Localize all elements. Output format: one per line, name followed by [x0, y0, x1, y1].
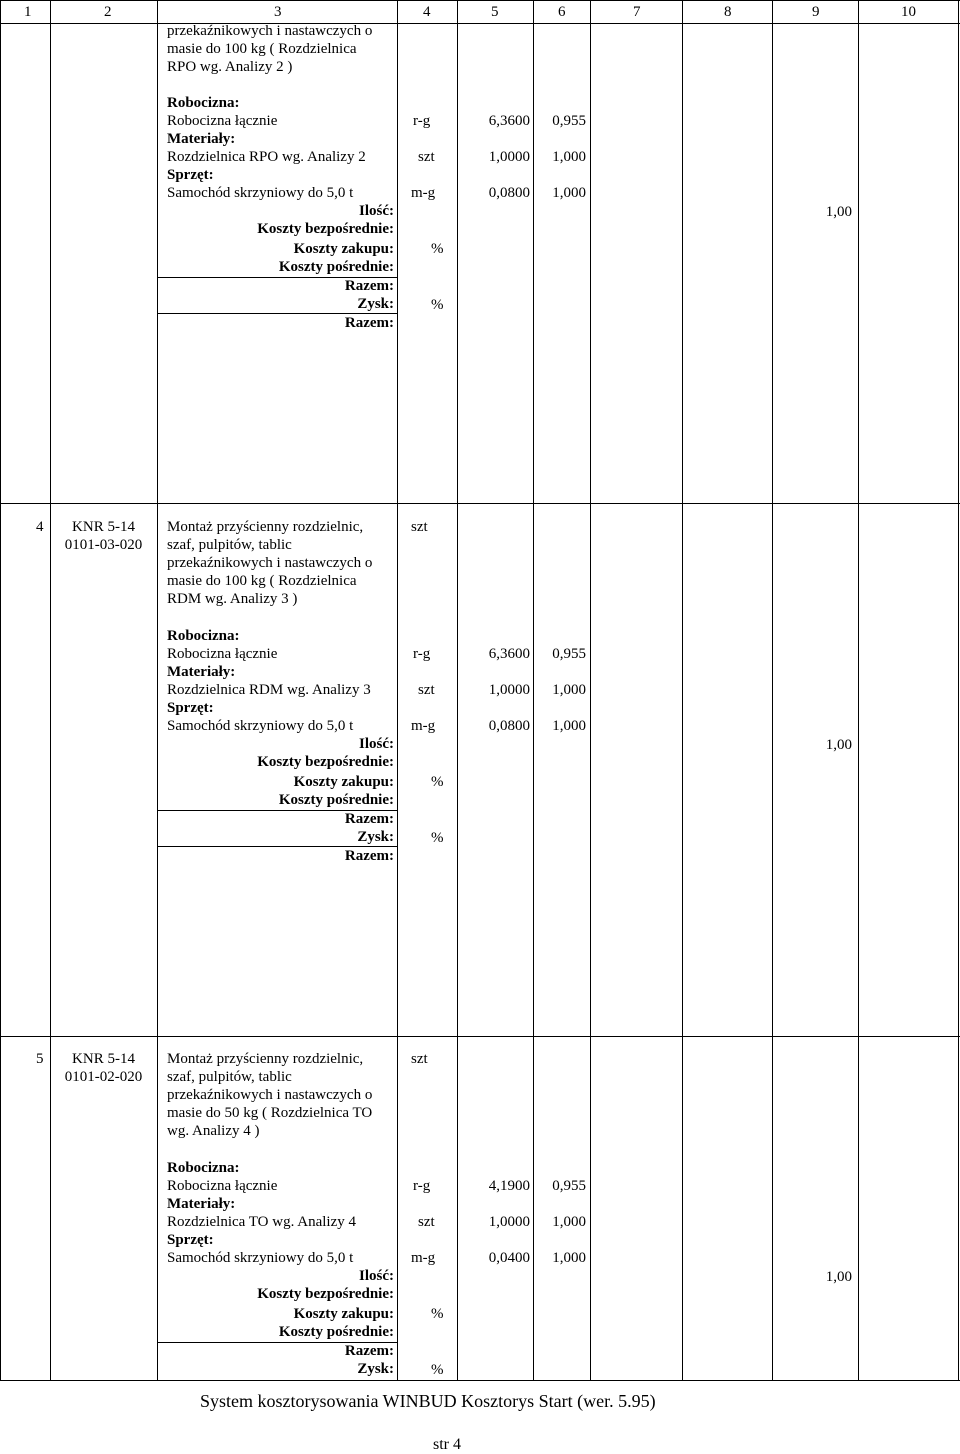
koszty-zakupu-label: Koszty zakupu: — [293, 1306, 394, 1322]
razem-label: Razem: — [344, 315, 394, 331]
koszty-posrednie-label: Koszty pośrednie: — [278, 792, 394, 808]
resource-coef: 0,955 — [552, 113, 586, 129]
resource-coef: 1,000 — [552, 1214, 586, 1230]
resource-name: Robocizna łącznie — [167, 113, 278, 129]
koszty-bezposrednie-label: Koszty bezpośrednie: — [257, 221, 394, 237]
resource-name: Samochód skrzyniowy do 5,0 t — [167, 718, 354, 734]
ilosc-value: 1,00 — [825, 1269, 852, 1285]
item-code-detail: 0101-02-020 — [64, 1069, 143, 1085]
resource-unit: r-g — [413, 1178, 431, 1194]
percent-unit: % — [431, 297, 444, 313]
ilosc-value: 1,00 — [825, 204, 852, 220]
resource-norm: 0,0800 — [488, 185, 530, 201]
koszty-posrednie-label: Koszty pośrednie: — [278, 259, 394, 275]
header-col-5: 5 — [491, 4, 499, 20]
col-border-4 — [457, 0, 458, 1380]
resource-coef: 0,955 — [552, 646, 586, 662]
col-border-1 — [50, 0, 51, 1380]
resource-name: Robocizna łącznie — [167, 646, 278, 662]
description-line: RPO wg. Analizy 2 ) — [167, 59, 293, 75]
description-line: masie do 100 kg ( Rozdzielnica — [167, 573, 357, 589]
resource-norm: 1,0000 — [488, 682, 530, 698]
percent-unit: % — [431, 241, 444, 257]
resource-coef: 0,955 — [552, 1178, 586, 1194]
resource-coef: 1,000 — [552, 185, 586, 201]
item-number: 4 — [36, 519, 44, 535]
col-border-10 — [958, 0, 959, 1380]
resource-coef: 1,000 — [552, 718, 586, 734]
header-col-4: 4 — [423, 4, 431, 20]
ilosc-label: Ilość: — [359, 736, 394, 752]
resource-name: Rozdzielnica TO wg. Analizy 4 — [167, 1214, 356, 1230]
header-col-3: 3 — [274, 4, 282, 20]
page-number: str 4 — [433, 1436, 461, 1453]
header-col-9: 9 — [812, 4, 820, 20]
header-bottom-border — [0, 23, 960, 24]
koszty-bezposrednie-label: Koszty bezpośrednie: — [257, 1286, 394, 1302]
resource-norm: 1,0000 — [488, 1214, 530, 1230]
percent-unit: % — [431, 1306, 444, 1322]
description-line: RDM wg. Analizy 3 ) — [167, 591, 298, 607]
resource-norm: 6,3600 — [488, 113, 530, 129]
col-border-3 — [397, 0, 398, 1380]
header-col-1: 1 — [24, 4, 32, 20]
razem-label: Razem: — [344, 278, 394, 294]
col-border-0 — [0, 0, 1, 1380]
resource-norm: 0,0800 — [488, 718, 530, 734]
zysk-label: Zysk: — [357, 296, 394, 312]
koszty-zakupu-label: Koszty zakupu: — [293, 774, 394, 790]
item-code: KNR 5-14 — [72, 519, 135, 535]
section-robocizna: Robocizna: — [167, 628, 240, 644]
description-line: masie do 50 kg ( Rozdzielnica TO — [167, 1105, 373, 1121]
percent-unit: % — [431, 830, 444, 846]
ilosc-label: Ilość: — [359, 203, 394, 219]
resource-unit: szt — [418, 682, 435, 698]
footer-system-name: System kosztorysowania WINBUD Kosztorys Start (wer. 5.95) — [200, 1391, 656, 1411]
description-line: Montaż przyścienny rozdzielnic, — [167, 1051, 364, 1067]
resource-norm: 4,1900 — [488, 1178, 530, 1194]
table-bottom-border — [0, 1380, 960, 1381]
resource-norm: 0,0400 — [488, 1250, 530, 1266]
item-number: 5 — [36, 1051, 44, 1067]
resource-coef: 1,000 — [552, 149, 586, 165]
ilosc-label: Ilość: — [359, 1268, 394, 1284]
col-border-2 — [157, 0, 158, 1380]
resource-norm: 1,0000 — [488, 149, 530, 165]
description-line: masie do 100 kg ( Rozdzielnica — [167, 41, 357, 57]
section-robocizna: Robocizna: — [167, 95, 240, 111]
resource-name: Robocizna łącznie — [167, 1178, 278, 1194]
item-unit: szt — [411, 1051, 428, 1067]
item-code-detail: 0101-03-020 — [64, 537, 143, 553]
razem-label: Razem: — [344, 811, 394, 827]
zysk-label: Zysk: — [357, 1361, 394, 1377]
item-unit: szt — [411, 519, 428, 535]
resource-unit: szt — [418, 1214, 435, 1230]
resource-name: Rozdzielnica RPO wg. Analizy 2 — [167, 149, 366, 165]
resource-norm: 6,3600 — [488, 646, 530, 662]
row-border-5 — [0, 1036, 960, 1037]
resource-unit: r-g — [413, 646, 431, 662]
resource-coef: 1,000 — [552, 1250, 586, 1266]
col-border-6 — [590, 0, 591, 1380]
header-col-6: 6 — [558, 4, 566, 20]
col-border-9 — [858, 0, 859, 1380]
description-line: przekaźnikowych i nastawczych o — [167, 555, 373, 571]
percent-unit: % — [431, 1362, 444, 1378]
section-materialy: Materiały: — [167, 1196, 236, 1212]
section-sprzet: Sprzęt: — [167, 700, 214, 716]
description-line: przekaźnikowych i nastawczych o — [167, 23, 373, 39]
koszty-posrednie-label: Koszty pośrednie: — [278, 1324, 394, 1340]
header-col-2: 2 — [104, 4, 112, 20]
zysk-label: Zysk: — [357, 829, 394, 845]
resource-name: Rozdzielnica RDM wg. Analizy 3 — [167, 682, 371, 698]
header-col-10: 10 — [901, 4, 916, 20]
description-line: szaf, pulpitów, tablic — [167, 537, 292, 553]
resource-unit: r-g — [413, 113, 431, 129]
resource-name: Samochód skrzyniowy do 5,0 t — [167, 185, 354, 201]
resource-coef: 1,000 — [552, 682, 586, 698]
section-sprzet: Sprzęt: — [167, 167, 214, 183]
table-top-border — [0, 0, 960, 1]
row-border-4 — [0, 503, 960, 504]
koszty-zakupu-label: Koszty zakupu: — [293, 241, 394, 257]
header-col-8: 8 — [724, 4, 732, 20]
resource-unit: m-g — [411, 718, 436, 734]
description-line: szaf, pulpitów, tablic — [167, 1069, 292, 1085]
razem-label: Razem: — [344, 848, 394, 864]
header-col-7: 7 — [633, 4, 641, 20]
resource-name: Samochód skrzyniowy do 5,0 t — [167, 1250, 354, 1266]
section-materialy: Materiały: — [167, 131, 236, 147]
resource-unit: szt — [418, 149, 435, 165]
resource-unit: m-g — [411, 1250, 436, 1266]
ilosc-value: 1,00 — [825, 737, 852, 753]
section-materialy: Materiały: — [167, 664, 236, 680]
description-line: wg. Analizy 4 ) — [167, 1123, 260, 1139]
razem-label: Razem: — [344, 1343, 394, 1359]
description-line: Montaż przyścienny rozdzielnic, — [167, 519, 364, 535]
description-line: przekaźnikowych i nastawczych o — [167, 1087, 373, 1103]
section-robocizna: Robocizna: — [167, 1160, 240, 1176]
koszty-bezposrednie-label: Koszty bezpośrednie: — [257, 754, 394, 770]
percent-unit: % — [431, 774, 444, 790]
item-code: KNR 5-14 — [72, 1051, 135, 1067]
resource-unit: m-g — [411, 185, 436, 201]
section-sprzet: Sprzęt: — [167, 1232, 214, 1248]
col-border-7 — [682, 0, 683, 1380]
